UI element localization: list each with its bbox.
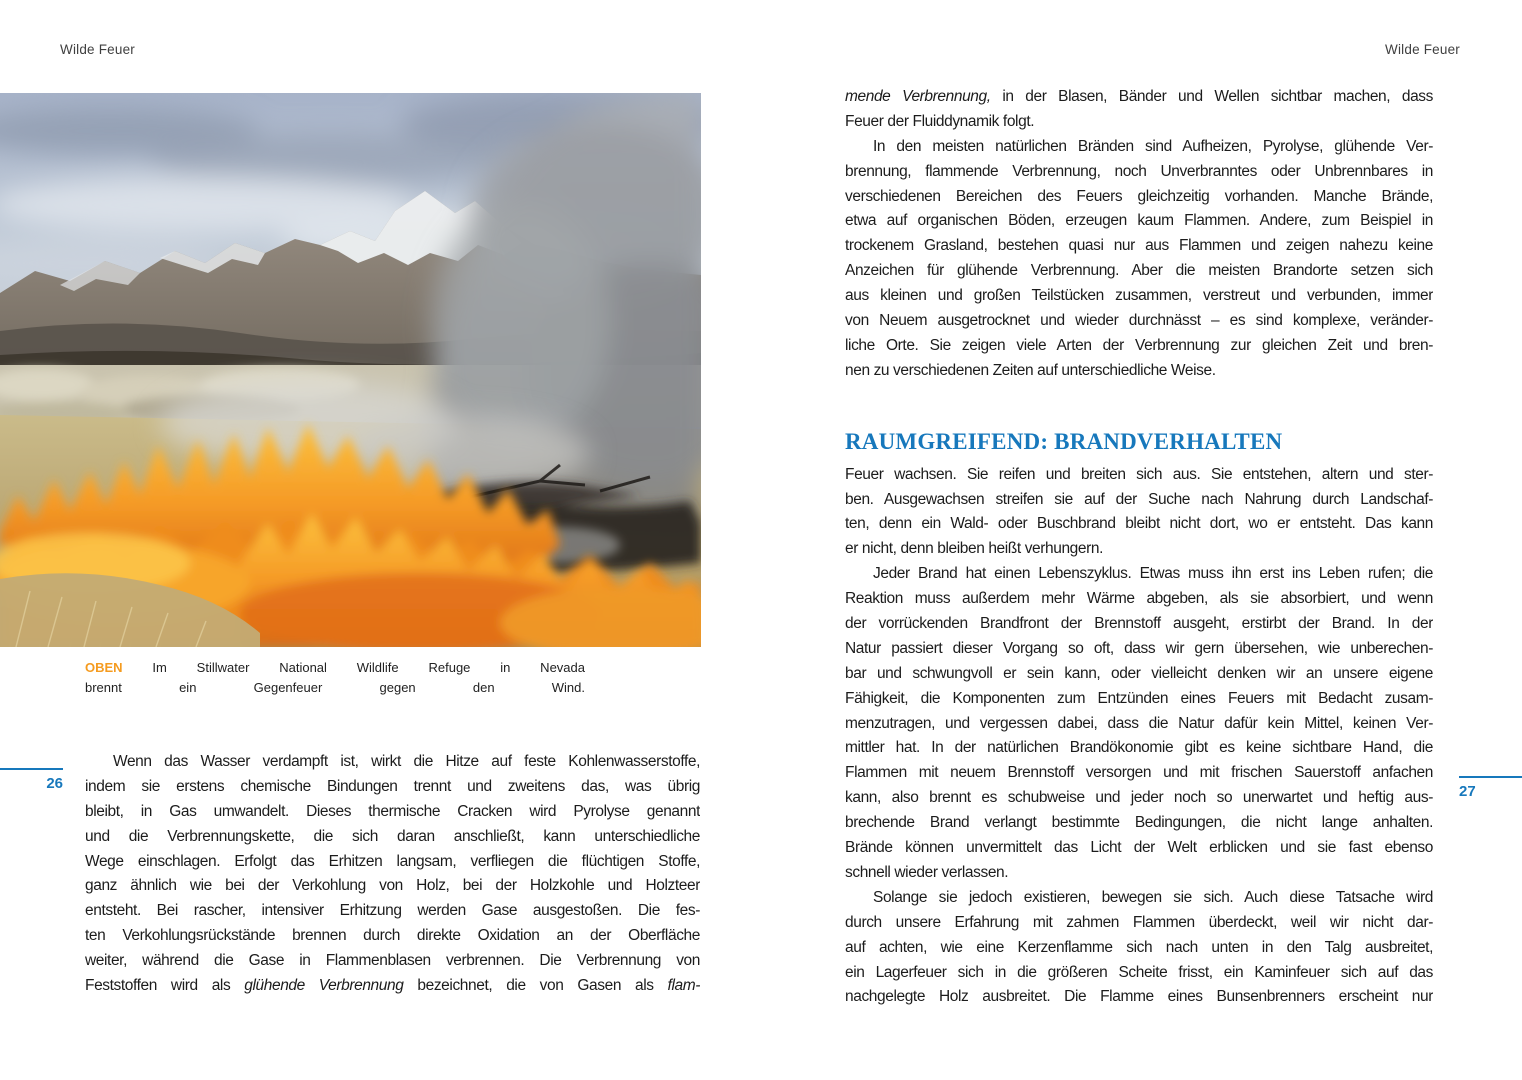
body-paragraph: Feuer wachsen. Sie reifen und breiten sich aus. Sie entstehen, altern und ster- ben. Ausgewachsen streifen sie auf der Suche nach Nahrung durch Landschaf- ten, denn ein Wald- oder Buschbrand bleibt nicht dort, wo er entsteht. Das kann er nicht, denn bleiben heißt verhungern. (845, 465, 1433, 558)
left-page-body (85, 753, 700, 1002)
body-paragraph: Jeder Brand hat einen Lebenszyklus. Etwas muss ihn erst ins Leben rufen; die Reaktion muss außerdem mehr Wärme abgeben, als sie absorbiert, und wenn der vorrückenden Brandfront der Brennstoff ausgeht, erstirbt der Brand. In der Natur passiert dieser Vorgang so oft, dass wir gern übersehen, wie unberechen- bar und schwungvoll er sein kann, oder vielleicht denken wir an unsere eigene Fähigkeit, die Komponenten zum Entzünden eines Feuers mit Bedacht zusam- menzutragen, und vergessen dabei, dass die Natur dafür kein Mittel, keinen Ver- mittler hat. In der natürlichen Brandökonomie gibt es keine sichtbare Hand, die Flammen mit neuem Brennstoff versorgen und mit frischen Sauerstoff anfachen kann, also brennt es schubweise und jeder noch so unerwartet und heftig aus- brechende Brand verlangt bestimmte Bedingungen, die nicht lange anhalten. Brände können unvermittelt das Licht der Welt erblicken und sie fast ebenso schnell wieder verlassen. (845, 565, 1433, 881)
body-paragraph: In den meisten natürlichen Bränden sind Aufheizen, Pyrolyse, glühende Ver- brennung, flammende Verbrennung, noch Unverbranntes oder Unbrennbares in verschiedenen Bereichen des Feuers gleichzeitig vorhanden. Manche Brände, etwa auf organischen Böden, erzeugen kaum Flammen. Andere, zum Beispiel in trockenem Grasland, bestehen quasi nur aus Flammen und zeigen nahezu keine Anzeichen für glühende Verbrennung. Aber die meisten Brandorte setzen sich aus kleinen und großen Teilstücken zusammen, verstreut und verbunden, immer von Neuem ausgetrocknet und wieder durchnässt – es sind komplexe, veränder- liche Orte. Sie zeigen viele Arten der Verbrennung zur gleichen Zeit und bren- nen zu verschiedenen Zeiten auf unterschiedliche Weise. (845, 137, 1433, 379)
page-number-left: 26 (0, 768, 63, 792)
body-paragraph: mende Verbrennung, in der Blasen, Bänder und Wellen sichtbar machen, dass Feuer der Fluiddynamik folgt. (845, 88, 1433, 130)
wildfire-photo (0, 93, 701, 647)
running-head-right: Wilde Feuer (1385, 42, 1460, 57)
body-paragraph: Wenn das Wasser verdampft ist, wirkt die Hitze auf feste Kohlenwasserstoffe, indem sie erstens chemische Bindungen trennt und zweitens das, was übrig bleibt, in Gas umwandelt. Dieses thermische Cracken wird Pyrolyse genannt und die Verbrennungskette, die sich daran anschließt, kann unterschiedliche Wege einschlagen. Erfolgt das Erhitzen langsam, verfliegen die flüchtigen Stoffe, ganz ähnlich wie bei der Verkohlung von Holz, bei der Holzkohle und Holzteer entsteht. Bei rascher, intensiver Erhitzung werden Gase ausgestoßen. Die fes- ten Verkohlungsrückstände brennen durch direkte Oxidation an der Oberfläche weiter, während die Gase in Flammenblasen verbrennen. Die Verbrennung von Feststoffen wird als glühende Verbrennung bezeichnet, die von Gasen als flam- (85, 753, 700, 995)
photo-caption: OBEN Im Stillwater National Wildlife Refuge in Nevada brennt ein Gegenfeuer gegen den Wind. (85, 660, 585, 695)
running-head-left: Wilde Feuer (60, 42, 135, 57)
body-paragraph: Solange sie jedoch existieren, bewegen sie sich. Auch diese Tatsache wird durch unsere Erfahrung mit zahmen Flammen überdeckt, weil wir nicht dar- auf achten, wie eine Kerzenflamme sich nach unten in den Talg ausbreitet, ein Lagerfeuer sich in die größeren Scheite frisst, ein Kaminfeuer sich auf das nachgelegte Holz ausbreitet. Die Flamme eines Bunsenbrenners erscheint nur (845, 888, 1433, 1006)
section-heading: RAUMGREIFEND: BRANDVERHALTEN (845, 428, 1283, 454)
page-number-right: 27 (1459, 776, 1522, 800)
wildfire-photo-art (0, 93, 701, 647)
right-page-body (845, 88, 1433, 1013)
